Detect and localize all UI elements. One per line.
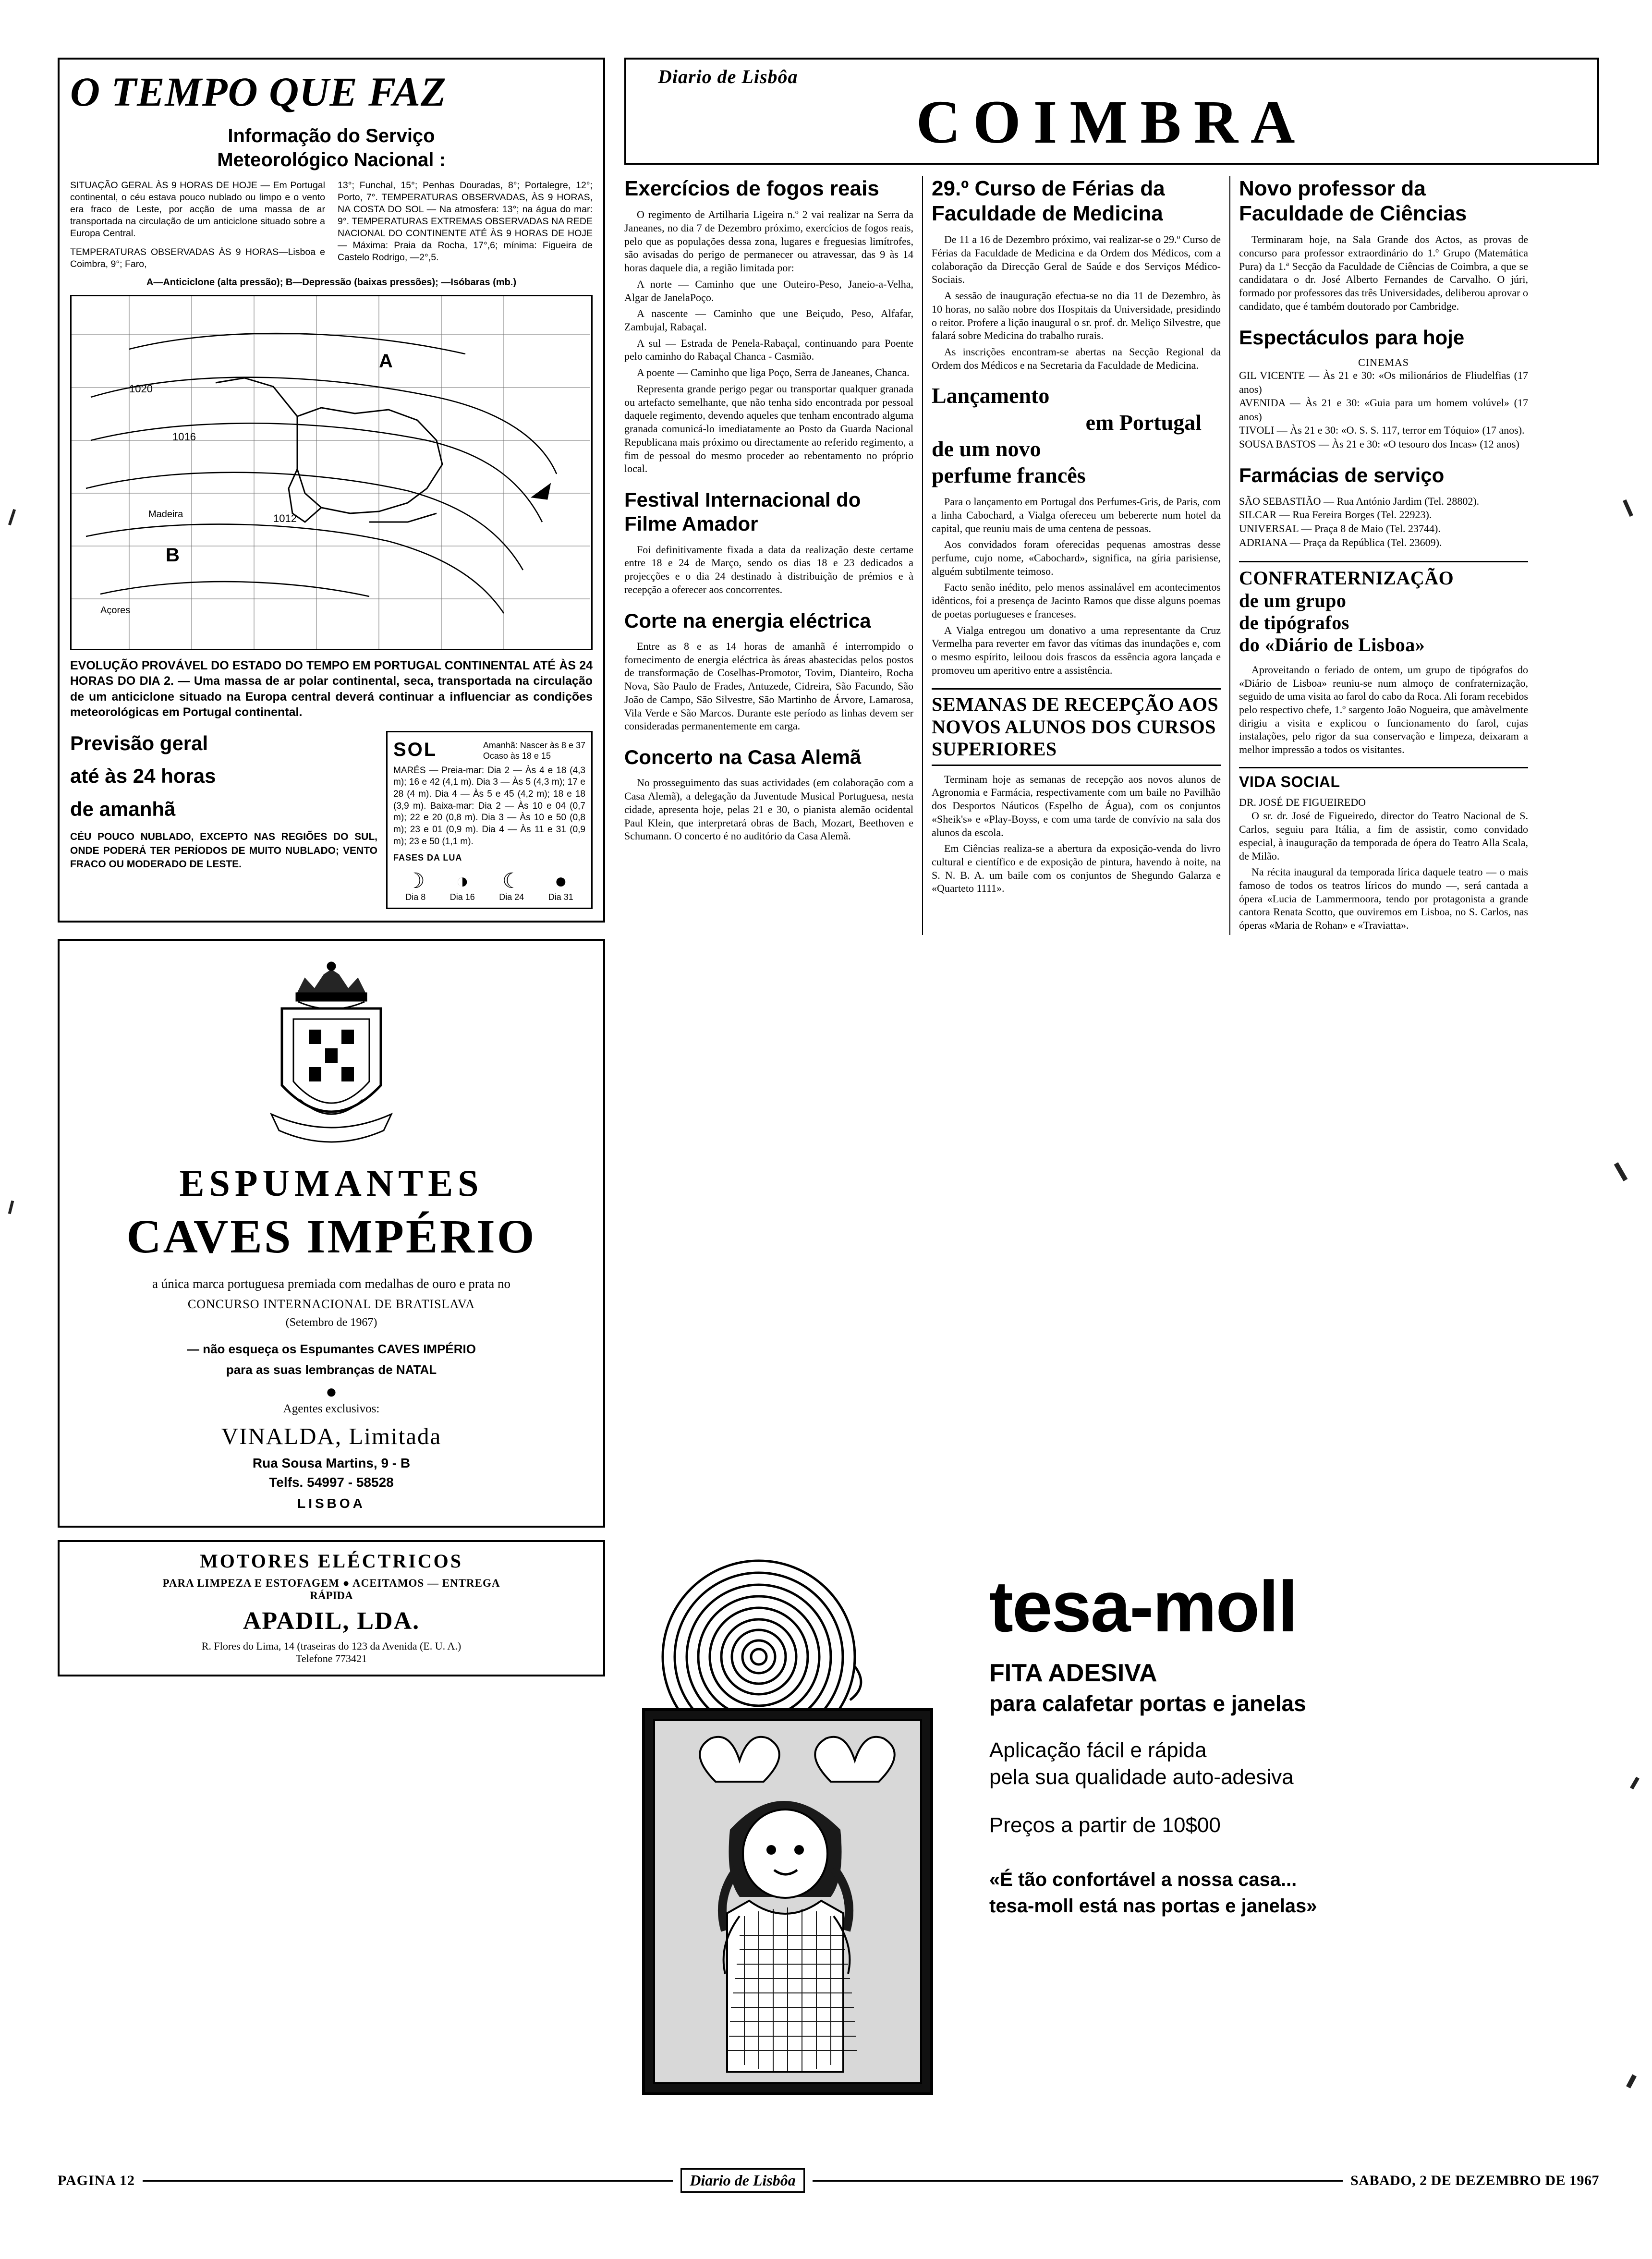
article-body xyxy=(624,543,913,596)
article-headline: Farmácias de serviço xyxy=(1239,464,1445,487)
ad-agent-name: VINALDA, Limitada xyxy=(221,1423,442,1450)
svg-text:1016: 1016 xyxy=(172,430,196,443)
article-headline-semanas: SEMANAS DE RECEPÇÃO AOS NOVOS ALUNOS DOS CURSOS SUPERIORES xyxy=(932,688,1221,765)
moon-crescent-icon: ☽ xyxy=(406,869,425,893)
forecast-block xyxy=(70,731,377,910)
paragraph: Em Ciências realiza-se a abertura da exposição-venda do livro cultural e científico e de exposição de pintura, havendo à noite, na S. N. B. A. um baile com os conjuntos de Shegundo Galarza e «Quarteto 1111». xyxy=(932,842,1221,895)
weather-subtitle: Informação do Serviço Meteorológico Nacional : xyxy=(217,125,446,170)
moon-half-icon: ◑ xyxy=(456,869,469,893)
article-headline-vida-social: VIDA SOCIAL xyxy=(1239,767,1528,791)
section-title: COIMBRA xyxy=(916,88,1308,156)
scan-artifact xyxy=(1626,2074,1637,2088)
article-body xyxy=(1239,663,1528,756)
article-body xyxy=(624,208,913,475)
ad-line-3: (Setembro de 1967) xyxy=(285,1316,377,1329)
moon-phases-row xyxy=(393,871,585,903)
tesa-slogan-2: tesa-moll está nas portas e janelas» xyxy=(989,1895,1317,1917)
paragraph: Terminaram hoje, na Sala Grande dos Actos, as provas de concurso para professor extraordinário do 1.º Grupo (Matemática Pura) da 1.ª Secção da Faculdade de Ciências de Coimbra, a que se candidatara o dr. José Alberto Fernandes de Carvalho. O júri, formado por professores das três Universidades, deliberou aprovar o candidato, que é também doutorado por Cambridge. xyxy=(1239,233,1528,312)
ad-tesa-moll xyxy=(624,1551,1599,2137)
ad-dash-line: — não esqueça os Espumantes CAVES IMPÉRIO xyxy=(186,1342,476,1357)
footer-rule-left xyxy=(143,2180,673,2182)
ad-motores-line3: RÁPIDA xyxy=(310,1590,353,1602)
forecast-row xyxy=(70,731,593,910)
footer-date: SABADO, 2 DE DEZEMBRO DE 1967 xyxy=(1350,2172,1600,2188)
weather-map xyxy=(70,295,593,650)
moon-label: Dia 24 xyxy=(499,892,524,902)
list-item: SOUSA BASTOS — Às 21 e 30: «O tesouro dos Incas» (12 anos) xyxy=(1239,437,1519,450)
article-headline-perfume: Lançamento em Portugal de um novo perfume francês xyxy=(932,383,1202,487)
paragraph: As inscrições encontram-se abertas na Secção Regional da Ordem dos Médicos e na Secretaria da Faculdade de Medicina. xyxy=(932,345,1221,371)
ad-natal-line: para as suas lembranças de NATAL xyxy=(226,1362,437,1377)
crest-svg xyxy=(252,956,411,1157)
ad-agents-label: Agentes exclusivos: xyxy=(283,1402,380,1416)
tides-text: MARÉS — Preia-mar: Dia 2 — Às 4 e 18 (4,3 m); 16 e 42 (4,1 m). Dia 3 — Às 5 (4,3 m); 17 e 28 (4 m). Dia 4 — Às 5 e 45 (4,2 m); 18 e 18 (3,9 m). Baixa-mar: Dia 2 — Às 10 e 04 (0,7 m); 22 e 20 (0,8 m). Dia 3 — Às 10 e 50 (0,8 m); 23 e 01 (0,9 m). Dia 4 — Às 11 e 31 (0,9 m); 23 e 50 (1,1 m). xyxy=(393,765,585,847)
svg-text:1020: 1020 xyxy=(129,382,153,395)
moon-phase-item xyxy=(499,871,524,903)
moon-label: Dia 31 xyxy=(548,892,573,902)
ad-line-2: CONCURSO INTERNACIONAL DE BRATISLAVA xyxy=(187,1297,475,1312)
ad-agent-phone: Telfs. 54997 - 58528 xyxy=(269,1475,394,1490)
tesa-copy xyxy=(989,1566,1594,1917)
pharmacies-list xyxy=(1239,495,1528,549)
weather-report-box xyxy=(58,58,605,923)
tesa-price-line: Preços a partir de 10$00 xyxy=(989,1813,1221,1837)
cinemas-subhead: CINEMAS xyxy=(1358,356,1409,368)
paragraph: No prosseguimento das suas actividades (em colaboração com a Casa Alemã), a delegação da Juventude Musical Portuguesa, nesta cidade, apresenta hoje, pelas 21 e 30, o pianista alemão ocidental Paul Klein, que interpretará obras de Bach, Mozart, Beethoven e Schumann. O concerto é no auditório da Casa Alemã. xyxy=(624,777,913,842)
paragraph: Facto senão inédito, pelo menos assinalável em acontecimentos idênticos, foi a presença de Jacinto Ramos que disse alguns poemas de poetas portugueses e franceses. xyxy=(932,581,1221,620)
list-item: AVENIDA — Às 21 e 30: «Guia para um homem volúvel» (17 anos) xyxy=(1239,397,1528,423)
tesa-illustration xyxy=(624,1551,980,2118)
paragraph: O regimento de Artilharia Ligeira n.º 2 vai realizar na Serra da Janeanes, no dia 7 de Dezembro próximo, exercícios de fogos reais, pelo que as populações dessa zona, lugares e freguesias limítrofes, são avisadas do perigo de permanecer ou atravessar, das 9 às 14 horas daquele dia, a região limitada por: xyxy=(624,208,913,274)
masthead-box xyxy=(624,58,1599,165)
paragraph: Aos convidados foram oferecidas pequenas amostras desse perfume, cujo nome, «Cabochard», significa, na gíria parisiense, alguém subtilmente teimoso. xyxy=(932,538,1221,577)
footer-rule-right xyxy=(813,2180,1343,2182)
paragraph: De 11 a 16 de Dezembro próximo, vai realizar-se o 29.º Curso de Férias da Faculdade de Medicina e da Ordem dos Médicos, com a colaboração da Direcção Geral de Saúde e dos Serviços Médico-Sociais. xyxy=(932,233,1221,286)
tesa-line-1: FITA ADESIVA xyxy=(989,1659,1157,1687)
scan-artifact xyxy=(8,509,16,525)
news-column-3 xyxy=(1229,176,1537,935)
tesa-line-2: para calafetar portas e janelas xyxy=(989,1691,1306,1716)
paragraph: A sessão de inauguração efectua-se no dia 11 de Dezembro, às 10 horas, no salão nobre dos Hospitais da Universidade, presidindo o reitor. Profere a lição inaugural o sr. prof. dr. Meliço Silvestre, que falará sobre Medicina do trabalho rurais. xyxy=(932,290,1221,342)
svg-text:Açores: Açores xyxy=(100,605,131,616)
scan-artifact xyxy=(1630,1777,1640,1790)
moon-phase-item xyxy=(450,871,475,903)
moon-new-icon: ● xyxy=(554,869,568,893)
ad-espumantes-word: ESPUMANTES xyxy=(179,1162,484,1204)
ad-motores-company: APADIL, LDA. xyxy=(243,1607,420,1635)
paragraph: Na récita inaugural da temporada lírica daquele teatro — o mais famoso de todos os teatros líricos do mundo —, será cantada a ópera «Lucia de Lammermoora, tendo por protagonista a grande cantora Renata Scotto, que ouviremos em Lisboa, no S. Carlos, nas óperas «Maria de Rohan» e «Traviatta». xyxy=(1239,866,1528,932)
article-headline: Festival Internacional do Filme Amador xyxy=(624,488,861,535)
scan-artifact xyxy=(1614,1162,1628,1181)
weather-col1b: TEMPERATURAS OBSERVADAS ÀS 9 HORAS—Lisboa e Coimbra, 9°; Faro, xyxy=(70,246,325,269)
paragraph: Entre as 8 e as 14 horas de amanhã é interrompido o fornecimento de energia eléctrica às áreas abastecidas pelos postos de transformação de Coselhas-Promotor, Tovim, Dianteiro, Rocha Nova, São Paulo de Frades, Antuzede, Cidreira, São Facundo, São João de Campo, São Silvestre, São Martinho de Árvore, Lamarosa, Vila Verde e São Marcos. Durante este período as linhas devem ser consideradas permanentemente em carga. xyxy=(624,640,913,732)
weather-text-columns xyxy=(70,180,593,270)
paragraph: O sr. dr. José de Figueiredo, director do Teatro Nacional de S. Carlos, seguiu para Itália, a fim de assistir, como convidado especial, à inauguração da temporada de ópera do Teatro Alla Scala, de Milão. xyxy=(1239,810,1528,862)
moon-last-quarter-icon: ☾ xyxy=(502,869,521,893)
sol-heading: SOL xyxy=(393,739,437,760)
ad-motores-phone: Telefone 773421 xyxy=(295,1652,367,1665)
footer-page-number: PAGINA 12 xyxy=(58,2172,135,2188)
article-headline-confraternizacao: CONFRATERNIZAÇÃO de um grupo de tipógrafos do «Diário de Lisboa» xyxy=(1239,561,1528,656)
svg-text:B: B xyxy=(166,544,180,566)
paragraph: A poente — Caminho que liga Poço, Serra de Janeanes, Chanca. xyxy=(637,366,910,379)
ad-line-1: a única marca portuguesa premiada com medalhas de ouro e prata no xyxy=(152,1276,510,1291)
weather-title: O TEMPO QUE FAZ xyxy=(70,69,447,115)
moon-label: Dia 16 xyxy=(449,892,475,902)
article-body xyxy=(932,773,1221,895)
moon-phases-label: FASES DA LUA xyxy=(393,853,462,863)
article-body xyxy=(932,495,1221,677)
paragraph: A norte — Caminho que une Outeiro-Peso, Janeio-a-Velha, Algar de JanelaPoço. xyxy=(624,278,913,304)
article-body xyxy=(1239,233,1528,313)
ad-motores-title: MOTORES ELÉCTRICOS xyxy=(199,1550,463,1572)
tesa-line-3: Aplicação fácil e rápida xyxy=(989,1738,1207,1762)
left-column xyxy=(58,58,605,1676)
forecast-heading: Previsão geral até às 24 horas de amanhã xyxy=(70,731,216,820)
article-headline: Novo professor da Faculdade de Ciências xyxy=(1239,177,1467,226)
article-body xyxy=(624,776,913,843)
article-headline: Exercícios de fogos reais xyxy=(624,177,879,201)
ad-caves-imperio-word: CAVES IMPÉRIO xyxy=(126,1210,536,1263)
article-body xyxy=(932,233,1221,372)
scan-artifact xyxy=(1623,499,1633,517)
moon-phase-item xyxy=(405,871,425,903)
tesa-illustration-svg xyxy=(624,1551,980,2118)
article-headline: 29.º Curso de Férias da Faculdade de Medicina xyxy=(932,177,1165,226)
article-body xyxy=(624,640,913,733)
map-caption-part1: EVOLUÇÃO PROVÁVEL DO ESTADO DO TEMPO EM PORTUGAL CONTINENTAL ATÉ ÀS 24 HORAS DO DIA 2. — xyxy=(70,658,593,688)
scan-artifact xyxy=(8,1201,14,1215)
paragraph: Foi definitivamente fixada a data da realização deste certame entre 18 e 24 de Março, sendo os dias 18 e 23 dedicados a projecções e o dia 24 destinado à distribuição de prémios e à recepção a oferecer aos concorrentes. xyxy=(624,543,913,595)
weather-legend: A—Anticiclone (alta pressão); B—Depressão (baixas pressões); —Isóbaras (mb.) xyxy=(146,277,517,288)
svg-text:1012: 1012 xyxy=(273,512,297,524)
tesa-line-4: pela sua qualidade auto-adesiva xyxy=(989,1765,1294,1789)
ad-apadil-motores xyxy=(58,1540,605,1676)
vida-social-subject: DR. JOSÉ DE FIGUEIREDO xyxy=(1239,796,1366,808)
bullet-dot-icon: ● xyxy=(325,1381,338,1403)
right-column xyxy=(624,58,1599,935)
paragraph: Terminam hoje as semanas de recepção aos novos alunos de Agronomia e Farmácia, respectivamente com um baile no Pavilhão dos Desportos Náuticos (Espelho de Água), com os conjuntos «Sheik's» e «Play-Boyss, e com uma tarde de convívio na sala dos alunos da escola. xyxy=(932,773,1221,838)
tesa-slogan-1: «É tão confortável a nossa casa... xyxy=(989,1869,1297,1890)
article-body xyxy=(1239,809,1528,932)
svg-text:A: A xyxy=(379,350,393,372)
cinemas-list xyxy=(1239,369,1528,451)
list-item: SILCAR — Rua Fereira Borges (Tel. 22923). xyxy=(1239,509,1432,521)
sun-moon-tides-box xyxy=(386,731,593,910)
masthead-logo: Diario de Lisbôa xyxy=(658,66,798,87)
paragraph: Para o lançamento em Portugal dos Perfumes-Gris, de Paris, com a linha Cabochard, a Vialga ofereceu um bebererte num hotel da capital, que reuniu mais de uma centena de pessoas. xyxy=(932,496,1221,534)
weather-map-caption xyxy=(70,658,593,720)
list-item: GIL VICENTE — Às 21 e 30: «Os milionários de Fliudelfias (17 anos) xyxy=(1239,369,1528,395)
footer-logo: Diario de Lisbôa xyxy=(680,2168,804,2193)
paragraph: Aproveitando o feriado de ontem, um grupo de tipógrafos do «Diário de Lisboa» reuniu-se num almoço de confraternização, seguido de uma visita ao farol do cabo da Roca. Ali foram recebidos pelo respectivo chefe, 1.º sargento João Nogueira, que amàvelmente dirigiu a visita e explicou o funcionamento do farol, cujas instalações, pelo rigor da sua conservação e limpeza, deixaram a melhor impressão a todos os visitantes. xyxy=(1239,663,1528,756)
ad-caves-imperio xyxy=(58,939,605,1528)
weather-map-svg xyxy=(72,296,590,649)
ad-motores-address: R. Flores do Lima, 14 (traseiras do 123 da Avenida (E. U. A.) xyxy=(201,1640,462,1652)
ad-motores-line2: PARA LIMPEZA E ESTOFAGEM ● ACEITAMOS — ENTREGA xyxy=(162,1577,500,1590)
paragraph: Representa grande perigo pegar ou transportar qualquer granada ou artefacto semelhante, que não tenha sido encontrada por pessoal daquele regimento, devendo aqueles que tenham encontrado alguma granada comunicá-lo imediatamente ao Posto da Guarda Nacional Republicana mais próximo ou directamente ao referido regimento, a fim de pessoal do mesmo proceder ao rebentamento no próprio local. xyxy=(624,382,913,475)
tesa-moll-brand: tesa-moll xyxy=(989,1566,1297,1647)
paragraph: A nascente — Caminho que une Beiçudo, Peso, Alfafar, Zambujal, Rabaçal. xyxy=(624,307,913,333)
list-item: UNIVERSAL — Praça 8 de Maio (Tel. 23744). xyxy=(1239,522,1441,535)
article-headline: Espectáculos para hoje xyxy=(1239,326,1465,349)
list-item: ADRIANA — Praça da República (Tel. 23609). xyxy=(1239,536,1442,548)
moon-label: Dia 8 xyxy=(405,892,426,902)
ad-agent-address: Rua Sousa Martins, 9 - B xyxy=(252,1456,411,1471)
weather-col2: 13°; Funchal, 15°; Penhas Douradas, 8°; Portalegre, 12°; Porto, 7°. TEMPERATURAS OBSERVADAS, ÀS 9 HORAS, NA COSTA DO SOL — Na atmosfera: 13°; na água do mar: 9°. TEMPERATURAS EXTREMAS OBSERVADAS NA REDE NACIONAL DO CONTINENTE ATÉ ÀS 9 HORAS DE HOJE — Máxima: Praia da Rocha, 17°,6; mínima: Figueira de Castelo Rodrigo, —2°,5. xyxy=(338,180,593,263)
moon-phase-item xyxy=(548,871,573,903)
ad-agent-city: LISBOA xyxy=(297,1496,365,1511)
news-columns xyxy=(624,176,1599,935)
list-item: TIVOLI — Às 21 e 30: «O. S. S. 117, terror em Tóquio» (17 anos). xyxy=(1239,424,1525,437)
news-column-2 xyxy=(922,176,1229,935)
crest-illustration xyxy=(71,953,592,1160)
page-footer xyxy=(58,2168,1599,2193)
article-headline: Concerto na Casa Alemã xyxy=(624,746,862,769)
paragraph: A Vialga entregou um donativo a uma representante da Cruz Vermelha para reverter em favor das vítimas das inundações e, com o mesmo espírito, leiloou dois frascos da essência agora lançada e promoveu um aperitivo entre a assistência. xyxy=(932,624,1221,676)
sol-sunrise-sunset: Amanhã: Nascer às 8 e 37 Ocaso às 18 e 15 xyxy=(483,740,585,761)
weather-col1: SITUAÇÃO GERAL ÀS 9 HORAS DE HOJE — Em Portugal continental, o céu estava pouco nublado ou limpo e o vento era fraco de Leste, por acção de uma massa de ar transportada na circulação de um anticiclone situado sobre a Europa Central. xyxy=(70,180,325,239)
forecast-body: CÉU POUCO NUBLADO, EXCEPTO NAS REGIÕES DO SUL, ONDE PODERÁ TER PERÍODOS DE MUITO NUBLADO; VENTO FRACO OU MODERADO DE LESTE. xyxy=(70,831,377,870)
news-column-1 xyxy=(624,176,922,935)
article-headline: Corte na energia eléctrica xyxy=(624,609,871,632)
svg-text:Madeira: Madeira xyxy=(148,509,183,520)
list-item: SÃO SEBASTIÃO — Rua António Jardim (Tel. 28802). xyxy=(1239,495,1480,507)
map-caption-part2: Uma massa de ar polar continental, seca, transportada na circulação de um anticiclone situado na Europa central deverá continuar a influenciar as condições meteorológicas em Portugal continental. xyxy=(70,674,593,719)
paragraph: A sul — Estrada de Penela-Rabaçal, continuando para Poente pelo caminho do Rabaçal Chanca - Casmião. xyxy=(624,337,913,363)
